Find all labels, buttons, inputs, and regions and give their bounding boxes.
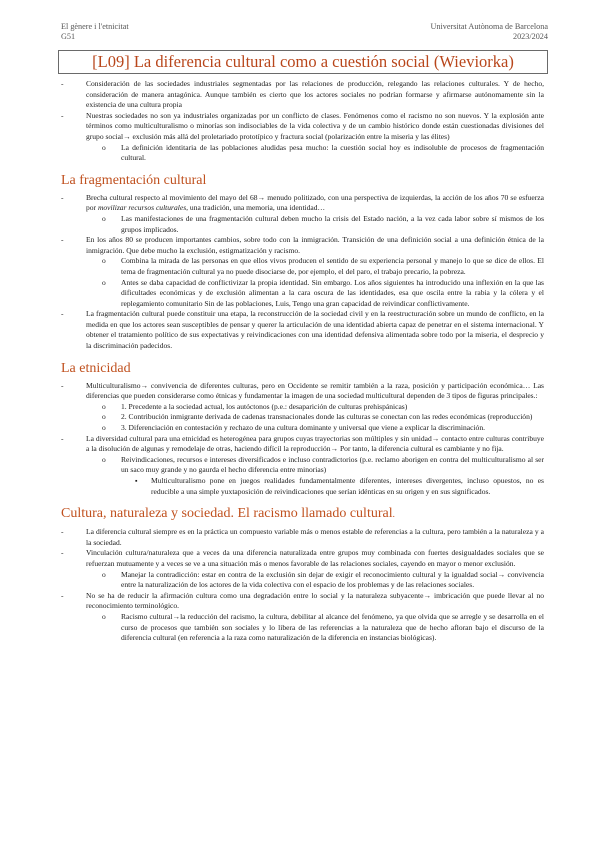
sub-list [86,570,544,591]
section-heading-text: La etnicidad [61,360,131,376]
list-item-text: La definición identitaria de las poblaciones aludidas pesa mucho: la cuestión social hoy es indisoluble de procesos de fragmentación cultural. [121,142,544,163]
sub-list-item [98,402,544,413]
list-item [61,79,544,111]
sub-list-item [98,278,544,310]
list-item-text: La diferencia cultural siempre es en la práctica un compuesto variable más o menos estable de referencias a la cultura, pero también a la naturaleza y a la sociedad. [86,527,544,547]
list-item [61,434,544,498]
sub-list-item [98,570,544,591]
list-item-text: La fragmentación cultural puede constituir una etapa, la reconstrucción de la sociedad civil y en la reestructuración sobre un mundo de conflicto, en la medida en que los actores sean susceptibles de pensar y querer la articulación de una identidad abierta capaz de penetrar en el sistema internacional. Y obtener el tratamiento político de sus expectativas y reivindicaciones con una identidad defensiva alimentada sobre todo por la miseria, el desprecio y la discriminación padecidos. [86,309,544,351]
list-item [61,193,544,235]
sub-list-item [98,612,544,644]
list-item-text: Las manifestaciones de una fragmentación cultural deben mucho la crisis del Estado nación, a la vez cada labor sobre sí mismos de los grupos implicados. [121,213,544,234]
document-body [61,79,544,644]
list-item-emphasis: movilizar recursos culturales [97,203,187,213]
list-item-text: Racismo cultural→la reducción del racismo, la cultura, debilitar al alcance del fenómeno, ya que olvida que se arregle y se desarrolla en el curso de procesos que también son sociales y lo libera de las referencias a la naturaleza que de hecho afloran bajo el discurso de la diferencia cultural (en referencia a la raza como naturalización de la diferencia en instancias biológicas). [121,611,544,643]
list-item-text: Multiculturalismo pone en juegos realidades fundamentalmente diferentes, intereses divergentes, incluso opuestos, no es reducible a una simple yuxtaposición de reivindicaciones que serían idénticas en su origen y en sus significados. [151,476,544,496]
section-heading-text: Cultura, naturaleza y sociedad. El racismo llamado cultural [61,506,393,522]
list-item-text: , una tradición, una memoria, una identidad… [186,203,326,213]
sub-sub-list-item [129,476,544,497]
list-item-text: Multiculturalismo→ convivencia de diferentes culturas, pero en Occidente se remitir también a la raza, posición y participación económica… Las diferencias que pueden considerarse como étnicas y fundamentar la imagen de una sociedad multicultural dependen de 3 tipos de figuras principales.: [86,380,544,401]
section-heading [61,360,544,377]
document-title: [L09] La diferencia cultural como a cuestión social (Wieviorka) [58,50,548,74]
sub-sub-list [121,476,544,497]
sub-list [86,143,544,164]
list-item-text: Brecha cultural respecto al movimiento del mayo del 68→ menudo politizado, con una perspectiva de izquierdas, la acción de los años 70 se esfuerza por [86,192,544,213]
list-item [61,591,544,644]
list-item [61,381,544,434]
list-item [61,548,544,590]
sub-list-item [98,214,544,235]
list-item-text: Manejar la contradicción: estar en contra de la exclusión sin dejar de exigir el reconocimiento cultural y la igualdad social→ convivencia entre la naturalización de los actores de la vida colectiva con el espacio de los problemas y de las relaciones sociales. [121,569,544,590]
sub-list [86,612,544,644]
page-header-left [61,22,129,42]
list-item [61,527,544,548]
list-item-text: Vinculación cultura/naturaleza que a veces da una diferencia naturalizada entre grupos muy combinada con fuertes desigualdades sociales que se refuerzan mutuamente y a veces se ve a una situación más o menos favorable de las relaciones sociales, cayendo en mayor o menor exclusión. [86,548,544,568]
list-item-text: Nuestras sociedades no son ya industriales organizadas por un conflicto de clases. Fenómenos como el racismo no son nuevos. Y la explosión ante términos como multiculturalismo o minorías son indisociables de la vida colectiva y de un cambio histórico donde están cuestionadas divisiones del grupo social→ exclusión más allá del proletariado prototípico y fractura social (polarización entre la miseria y las élites) [86,110,544,141]
sub-list-item [98,412,544,423]
list-item-text: La diversidad cultural para una etnicidad es heterogénea para grupos cuyas trayectorias son múltiples y sin unidad→ contacto entre culturas contribuye a la disolución de algunas y remodelaje de otras, haciendo difícil la reproducción→ Por tanto, la diferencia cultural es cambiante y no fija. [86,433,544,454]
page-header-right [430,22,548,42]
section-heading [61,505,544,523]
section-list [61,527,544,644]
academic-year: 2023/2024 [512,32,548,41]
list-item [61,111,544,164]
list-item-text: No se ha de reducir la afirmación cultura como una degradación entre lo social y la naturaleza subyacente→ imbricación que puede llevar al no reconocimiento terminológico. [86,590,544,611]
sub-list [86,214,544,235]
sub-list-item [98,256,544,277]
section-list [61,381,544,498]
list-item [61,235,544,309]
sub-list [86,455,544,497]
list-item-text: Combina la mirada de las personas en que ellos vivos producen el sentido de su experiencia personal y manejo lo que se dice de ellos. El tema de fragmentación cultural ya no puede disociarse de, por ejemplo, el del paro, el trabajo precario, la pobreza. [121,256,544,276]
section-heading [61,172,544,189]
list-item-text: 1. Precedente a la sociedad actual, los autóctonos (p.e.: desaparición de culturas prehispánicas) [121,401,408,411]
list-item-text: En los años 80 se producen importantes cambios, sobre todo con la inmigración. Transición de una definición social a una definición étnica de la inmigración. Que debe mucho la exclusión, estigmatización y racismo. [86,235,544,255]
list-item-text: Antes se daba capacidad de conflictivizar la propia identidad. Sin embargo. Los años siguientes ha introducido una inflexión en la que las dificultades económicas y de exclusión alimentan a la cara oscura de las identidades, esa que oscila entre la rabia y la cólera y el replegamiento comunitario Sin de las poblaciones, Luis, Tengo una gran capacidad de reivindicar conflictivamente. [121,277,544,308]
group-code: G51 [61,32,76,41]
list-item [61,309,544,351]
list-item-text: 2. Contribución inmigrante derivada de cadenas transnacionales donde las culturas se conectan con las redes económicas (reproducción) [121,412,533,422]
intro-list [61,79,544,164]
sub-list-item [98,423,544,434]
university-name: Universitat Autònoma de Barcelona [430,22,548,31]
sub-list-item [98,455,544,497]
section-heading-period: . [392,509,395,520]
sub-list-item [98,143,544,164]
section-heading-text: La fragmentación cultural [61,172,207,188]
list-item-text: Reivindicaciones, recursos e intereses diversificados e incluso contradictorios (p.e. reclamo aborigen en contra del multiculturalismo al ser un saco muy grande y no gaurda el hecho diferencia entre minorias) [121,454,544,475]
section-list [61,193,544,352]
course-name: El gènere i l'etnicitat [61,22,129,31]
list-item-text: 3. Diferenciación en contestación y rechazo de una cultura dominante y universal que viene a explicar la discriminación. [121,423,485,433]
sub-list [86,256,544,309]
sub-list [86,402,544,434]
list-item-text: Consideración de las sociedades industriales segmentadas por las relaciones de producción, relegando las relaciones culturales. Y de hecho, consideración de manera antagónica. Aunque también es cierto que los actores sociales no podrían formarse y afirmarse autónomamente sin la existencia de una cultura propia [86,79,544,110]
